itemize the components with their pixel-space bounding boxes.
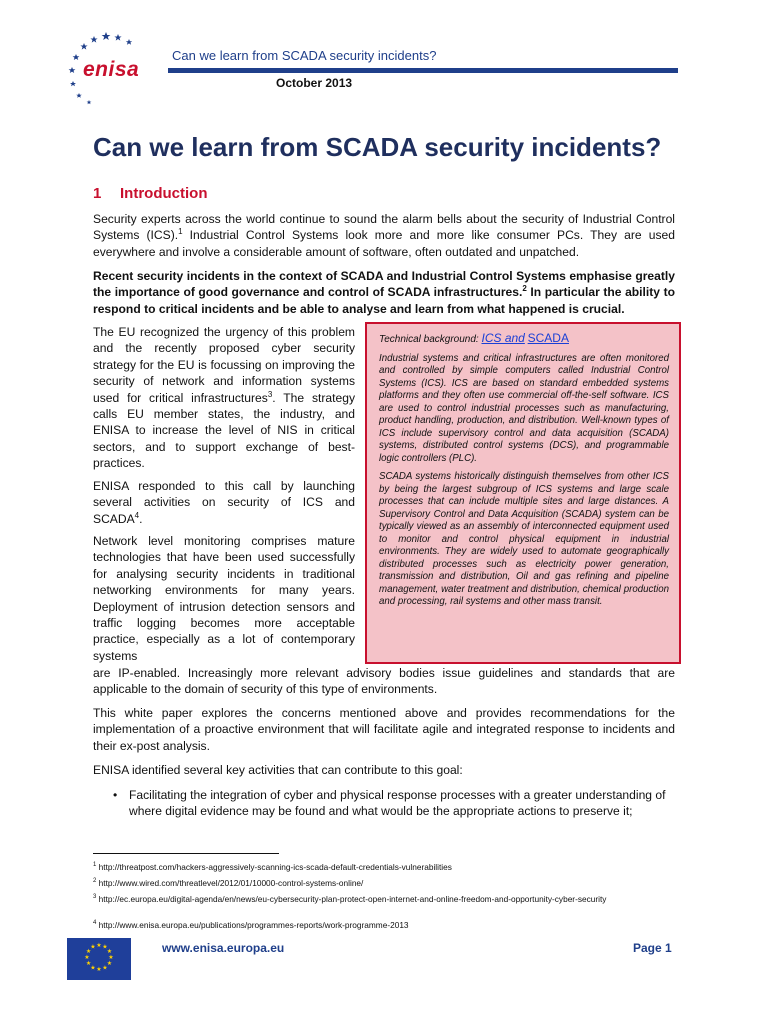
svg-text:★: ★ (96, 942, 102, 949)
svg-text:★: ★ (90, 964, 96, 972)
section-number: 1 (93, 185, 102, 202)
footnote-3 (93, 892, 683, 904)
paragraph-5-continued: are IP-enabled. Increasingly more relevant advisory bodies issue guidelines and standards that are applicable to the domain of security of this type of environments. (93, 666, 675, 697)
section-title: Introduction (120, 185, 208, 202)
svg-text:★: ★ (106, 948, 113, 955)
svg-text:★: ★ (85, 948, 92, 955)
p1-text-a: Security experts across the world continue to sound the alarm bells about the security of Industrial Control Systems (ICS). (93, 212, 675, 243)
eu-stars-icon (67, 938, 131, 980)
section-heading (93, 185, 207, 202)
svg-text:★: ★ (106, 960, 113, 967)
bullet-icon: • (113, 788, 118, 802)
svg-text:★: ★ (96, 966, 102, 973)
paragraph-4 (93, 478, 355, 527)
tech-box-para-2: SCADA systems historically distinguish themselves from other ICS by being the largest subgroup of ICS systems and large scale processes that can include multiple sites and large distances. A Supervisory Control and Data Acquisition (SCADA) system can be typically viewed as an assembly of interconnected equipment used to monitor and control physical equipment in industrial environments. They are widely used to automate geographically distributed processes such as electricity power generation, transmission and distribution, Oil and gas refining and pipeline management, water treatment and distribution, chemical production and processing, rail systems and other mass transit. (379, 471, 669, 607)
footnote-number: 3 (93, 894, 97, 900)
footnote-ref-2[interactable]: 2 (522, 284, 527, 294)
p3-text-a: The EU recognized the urgency of this problem and the recently proposed cyber security strategy for the EU is focussing on improving the security of network and information systems used for critical infrastructures (93, 325, 355, 405)
eu-flag-icon (67, 938, 131, 980)
tech-box-label: Technical background: (379, 334, 482, 345)
svg-text:★: ★ (90, 943, 96, 951)
header-date: October 2013 (276, 76, 353, 90)
running-header-title: Can we learn from SCADA security incidents? (172, 48, 437, 63)
footnote-link[interactable]: http://www.wired.com/threatlevel/2012/01/10000-control-systems-online/ (96, 877, 364, 888)
paragraph-6: This white paper explores the concerns mentioned above and provides recommendations for the implementation of a proactive environment that will facilitate agile and integrated response to incidents and their ex-post analysis. (93, 706, 675, 753)
link-scada[interactable]: SCADA (527, 331, 569, 345)
header-rule (168, 68, 678, 73)
p4-text-b: . (139, 511, 143, 526)
p4-text-a: ENISA responded to this call by launching several activities on security of ICS and SCADA (93, 479, 355, 526)
footnote-number: 2 (93, 878, 97, 884)
page-title: Can we learn from SCADA security incidents? (93, 132, 662, 162)
footer-website-link[interactable]: www.enisa.europa.eu (162, 941, 285, 955)
footnote-number: 1 (93, 862, 97, 868)
svg-text:★: ★ (85, 960, 92, 967)
paragraph-7: ENISA identified several key activities that can contribute to this goal: (93, 763, 463, 777)
tech-box-heading (379, 332, 669, 347)
paragraph-2 (93, 268, 675, 317)
footnote-ref-3[interactable]: 3 (267, 389, 273, 399)
p1-text-b: Industrial Control Systems look more and more like consumer PCs. They are used everywhere and involve a considerable amount of software, often outdated and unpatched. (93, 228, 675, 259)
bullet-text: Facilitating the integration of cyber and physical response processes with a greater understanding of where digital evidence may be found and what would be the appropriate actions to preserve it; (129, 788, 666, 819)
footnote-number: 4 (93, 920, 97, 926)
paragraph-3 (93, 324, 355, 472)
footnote-link[interactable]: http://www.enisa.europa.eu/publications/programmes-reports/work-programme-2013 (96, 919, 409, 930)
footnote-ref-1[interactable]: 1 (178, 227, 183, 237)
svg-text:★: ★ (108, 954, 114, 961)
paragraph-5: Network level monitoring comprises mature technologies that have been used successfully for analysing security incidents in traditional networking environments for many years. Deployment of intrusion detection sensors and traffic logging becomes more acceptable practice, especially as a lot of contemporary systems (93, 534, 355, 663)
svg-text:★: ★ (102, 964, 108, 972)
link-ics[interactable]: ICS and (481, 331, 525, 345)
footnote-link[interactable]: http://threatpost.com/hackers-aggressively-scanning-ics-scada-default-credentials-vulnerabilities (96, 861, 452, 872)
footnote-1 (93, 860, 683, 872)
footnote-link[interactable]: http://ec.europa.eu/digital-agenda/en/news/eu-cybersecurity-plan-protect-open-internet-and-online-freedom-and-opportunity-cyber-security (96, 893, 607, 904)
p3-text-b: . The strategy calls EU member states, the industry, and ENISA to increase the level of NIS in critical sectors, and to support exchange of best-practices. (93, 390, 355, 471)
p2-text-a: Recent security incidents in the context of SCADA and Industrial Control Systems emphasise greatly the importance of good governance and control of SCADA infrastructures. (93, 269, 675, 300)
footnote-ref-4[interactable]: 4 (134, 510, 140, 520)
svg-text:★: ★ (102, 943, 108, 951)
tech-box-para-1: Industrial systems and critical infrastructures are often monitored and controlled by simple computers called Industrial Control Systems (ICS). ICS are based on standard embedded systems platforms and they often use commercial off-the-self software. ICS are used to control industrial processes such as manufacturing, product handling, production, and distribution. Well-known types of ICS include supervisory control and data acquisition (SCADA) systems, distributed control systems (DCS), and programmable logic controllers (PLC). (379, 352, 669, 464)
footnote-rule (93, 853, 279, 854)
footnote-4 (93, 918, 683, 930)
page-number: Page 1 (633, 941, 672, 955)
svg-text:★: ★ (84, 954, 90, 961)
paragraph-1 (93, 211, 675, 260)
logo-wordmark: enisa (83, 58, 140, 81)
p2-text-b: In particular the ability to respond to critical incidents and be able to analyse and learn from what happened is crucial. (93, 285, 675, 316)
bullet-item (113, 787, 673, 820)
footnote-2 (93, 876, 683, 888)
technical-background-box (365, 322, 681, 664)
